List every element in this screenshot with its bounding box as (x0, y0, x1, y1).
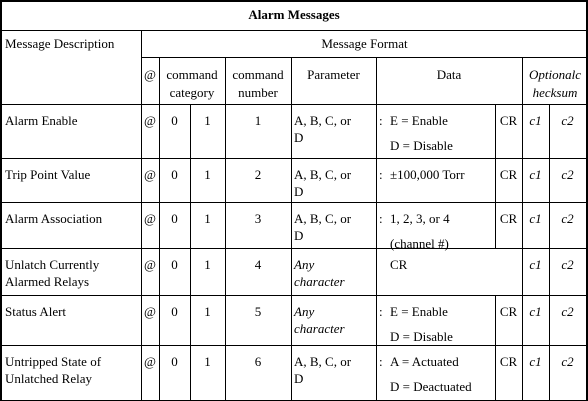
row-at: @ (144, 257, 156, 272)
row-command-number: 6 (254, 354, 262, 369)
row-checksum-c2: c2 (561, 304, 574, 319)
row-category-a: 0 (171, 113, 178, 128)
row-data: 1, 2, 3, or 4 (390, 211, 450, 226)
row-command-number: 5 (254, 304, 262, 319)
row-checksum-c1: c1 (529, 257, 542, 272)
row-description: Alarm Enable (5, 113, 78, 128)
row-checksum-c1: c1 (529, 113, 542, 128)
row-checksum-c2: c2 (561, 354, 574, 369)
row-colon: : (379, 354, 383, 369)
row-command-number: 3 (254, 211, 262, 226)
header-command-category-1: command (166, 67, 218, 82)
row-parameter: D (294, 371, 304, 386)
header-checksum-2: hecksum (532, 85, 578, 100)
row-checksum-c2: c2 (561, 113, 574, 128)
grid-line (225, 57, 226, 401)
row-cr: CR (499, 304, 518, 319)
row-at: @ (144, 113, 156, 128)
row-parameter: character (294, 321, 345, 336)
row-parameter: A, B, C, or (294, 354, 352, 369)
row-checksum-c2: c2 (561, 257, 574, 272)
row-cr: CR (499, 211, 518, 226)
row-checksum-c2: c2 (561, 211, 574, 226)
row-checksum-c1: c1 (529, 211, 542, 226)
row-data: CR (390, 257, 408, 272)
row-parameter: A, B, C, or (294, 211, 352, 226)
row-at: @ (144, 354, 156, 369)
grid-line (291, 57, 292, 401)
grid-line (495, 295, 496, 345)
row-data: D = Disable (390, 329, 453, 344)
grid-line (0, 0, 588, 2)
row-parameter: D (294, 130, 304, 145)
row-colon: : (379, 304, 383, 319)
grid-line (0, 158, 588, 159)
table-title: Alarm Messages (248, 7, 340, 22)
row-command-number: 1 (254, 113, 262, 128)
row-colon: : (379, 113, 383, 128)
row-description: Alarmed Relays (5, 274, 90, 289)
row-parameter: D (294, 184, 304, 199)
row-data: A = Actuated (390, 354, 459, 369)
header-command-category-2: category (169, 85, 215, 100)
row-description: Trip Point Value (5, 167, 91, 182)
row-cr: CR (499, 354, 518, 369)
grid-line (0, 104, 588, 105)
row-description: Alarm Association (5, 211, 103, 226)
row-parameter: character (294, 274, 345, 289)
row-category-b: 1 (204, 113, 211, 128)
row-category-a: 0 (171, 211, 178, 226)
grid-line (522, 57, 523, 401)
row-command-number: 2 (254, 167, 262, 182)
grid-line (0, 295, 588, 296)
row-category-a: 0 (171, 304, 178, 319)
header-command-number-2: number (238, 85, 278, 100)
row-command-number: 4 (254, 257, 262, 272)
row-description: Status Alert (5, 304, 67, 319)
grid-line (0, 30, 588, 31)
row-checksum-c1: c1 (529, 167, 542, 182)
row-at: @ (144, 167, 156, 182)
row-at: @ (144, 304, 156, 319)
row-parameter: Any (294, 304, 315, 319)
row-category-b: 1 (204, 354, 211, 369)
header-message-description: Message Description (5, 36, 115, 51)
row-parameter: Any (294, 257, 315, 272)
grid-line (0, 345, 588, 346)
row-data: (channel #) (390, 236, 449, 251)
row-parameter: A, B, C, or (294, 113, 352, 128)
header-at: @ (144, 67, 156, 82)
row-category-a: 0 (171, 257, 178, 272)
row-parameter: D (294, 228, 304, 243)
row-description: Untripped State of (5, 354, 102, 369)
row-colon: : (379, 211, 383, 226)
grid-line (159, 57, 160, 401)
grid-line (0, 0, 2, 401)
row-category-b: 1 (204, 257, 211, 272)
grid-line (0, 248, 588, 249)
row-data: D = Deactuated (390, 379, 472, 394)
row-category-a: 0 (171, 167, 178, 182)
row-cr: CR (499, 167, 518, 182)
row-colon: : (379, 167, 383, 182)
row-data: E = Enable (390, 113, 448, 128)
header-data: Data (436, 67, 462, 82)
row-cr: CR (499, 113, 518, 128)
row-category-b: 1 (204, 304, 211, 319)
row-category-b: 1 (204, 211, 211, 226)
row-data: D = Disable (390, 138, 453, 153)
header-checksum-1: Optionalc (529, 67, 581, 82)
header-message-format: Message Format (321, 36, 408, 51)
header-parameter: Parameter (307, 67, 360, 82)
row-data: ±100,000 Torr (390, 167, 465, 182)
row-checksum-c1: c1 (529, 354, 542, 369)
grid-line (376, 57, 377, 401)
grid-line (0, 202, 588, 203)
grid-line (141, 57, 588, 58)
header-command-number-1: command (232, 67, 284, 82)
row-checksum-c2: c2 (561, 167, 574, 182)
row-parameter: A, B, C, or (294, 167, 352, 182)
row-category-b: 1 (204, 167, 211, 182)
row-data: E = Enable (390, 304, 448, 319)
row-description: Unlatched Relay (5, 371, 92, 386)
row-checksum-c1: c1 (529, 304, 542, 319)
row-description: Unlatch Currently (5, 257, 100, 272)
row-at: @ (144, 211, 156, 226)
row-category-a: 0 (171, 354, 178, 369)
